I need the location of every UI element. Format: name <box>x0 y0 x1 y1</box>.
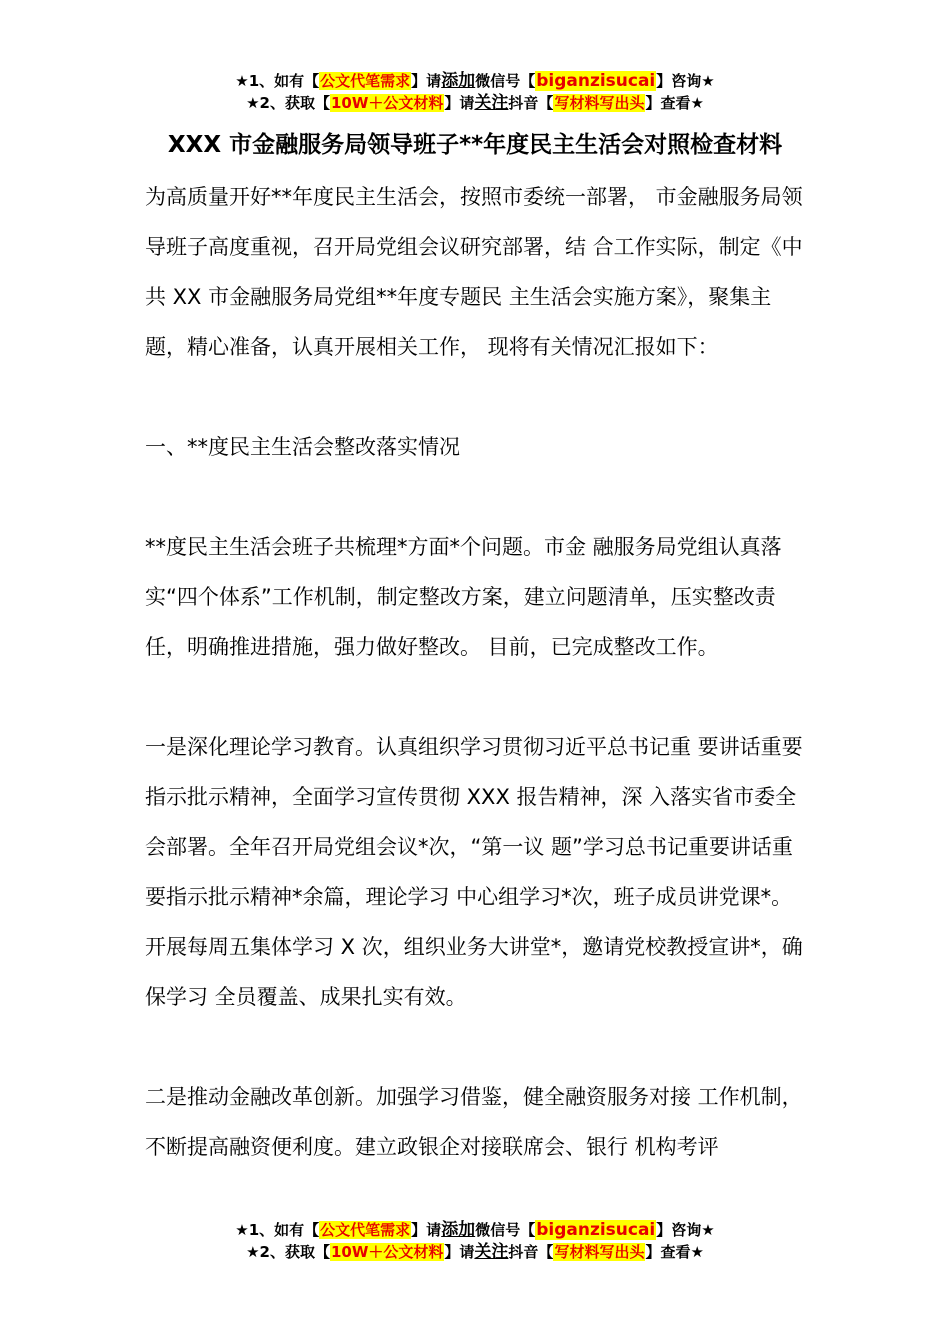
paragraph-intro: 为高质量开好**年度民主生活会，按照市委统一部署， 市金融服务局领导班子高度重视，召开局党组会议研究部署，结 合工作实际，制定《中共 XX 市金融服务局党组**年度专题民 主生活会实施方案》，聚集主题，精心准备，认真开展相关工作， 现将有关情况汇报如下： <box>145 185 803 359</box>
promo-highlight: 公文代笔需求 <box>320 1221 411 1239</box>
paragraph-gap <box>145 672 810 722</box>
paragraph-point-2: 二是推动金融改革创新。加强学习借鉴，健全融资服务对接 工作机制，不断提高融资便利度。建立政银企对接联席会、银行 机构考评 <box>145 1085 803 1159</box>
promo-highlight: 10W＋公文材料 <box>330 94 444 112</box>
promo-highlight: biganzisucai <box>536 1220 656 1240</box>
promo-underline: 添加 <box>441 1220 476 1240</box>
promo-highlight: 写材料写出头 <box>554 94 645 112</box>
paragraph-gap <box>145 372 810 422</box>
paragraph-point-1: 一是深化理论学习教育。认真组织学习贯彻习近平总书记重 要讲话重要指示批示精神，全面学习宣传贯彻 XXX 报告精神，深 入落实省市委全会部署。全年召开局党组会议*次，“第一议 题”学习总书记重要讲话重要指示批示精神*余篇，理论学习 中心组学习*次，班子成员讲党课*。开展每周五集体学习 X 次，组织业务大讲堂*，邀请党校教授宣讲*，确保学习 全员覆盖、成果扎实有效。 <box>145 735 803 1009</box>
promo-text: 抖音【 <box>508 1243 554 1261</box>
section-heading: 一、**度民主生活会整改落实情况 <box>145 435 460 459</box>
document-title: XXX 市金融服务局领导班子**年度民主生活会对照检查材料 <box>167 132 783 158</box>
promo-underline: 关注 <box>474 93 509 113</box>
promo-highlight: biganzisucai <box>536 71 656 91</box>
promo-text: 】查看★ <box>645 1243 704 1261</box>
promo-text: 】请 <box>444 94 475 112</box>
promo-text: ★1、如有【 <box>235 1221 320 1239</box>
promo-text: 微信号【 <box>475 72 536 90</box>
promo-line-1 <box>0 1219 950 1241</box>
promo-line-1 <box>0 70 950 92</box>
paragraph-gap <box>145 1022 810 1072</box>
promo-highlight: 公文代笔需求 <box>320 72 411 90</box>
promo-line-2 <box>0 92 950 114</box>
promo-text: ★1、如有【 <box>235 72 320 90</box>
promo-banner-bottom <box>0 1219 950 1263</box>
promo-text: 】请 <box>411 72 442 90</box>
promo-underline: 添加 <box>441 71 476 91</box>
promo-highlight: 10W＋公文材料 <box>330 1243 444 1261</box>
promo-highlight: 写材料写出头 <box>554 1243 645 1261</box>
promo-text: 】咨询★ <box>656 72 715 90</box>
document-body <box>145 172 810 1172</box>
promo-text: ★2、获取【 <box>246 1243 330 1261</box>
promo-underline: 关注 <box>474 1242 509 1262</box>
promo-text: 】请 <box>411 1221 442 1239</box>
promo-banner-top <box>0 70 950 114</box>
promo-text: 】查看★ <box>645 94 704 112</box>
promo-text: 微信号【 <box>475 1221 536 1239</box>
promo-text: 抖音【 <box>508 94 554 112</box>
promo-text: 】咨询★ <box>656 1221 715 1239</box>
promo-line-2 <box>0 1241 950 1263</box>
promo-text: ★2、获取【 <box>246 94 330 112</box>
promo-text: 】请 <box>444 1243 475 1261</box>
paragraph-gap <box>145 472 810 522</box>
paragraph-summary: **度民主生活会班子共梳理*方面*个问题。市金 融服务局党组认真落实“四个体系”工作机制，制定整改方案，建立问题清单，压实整改责任，明确推进措施，强力做好整改。 目前，已完成整改工作。 <box>145 535 782 659</box>
